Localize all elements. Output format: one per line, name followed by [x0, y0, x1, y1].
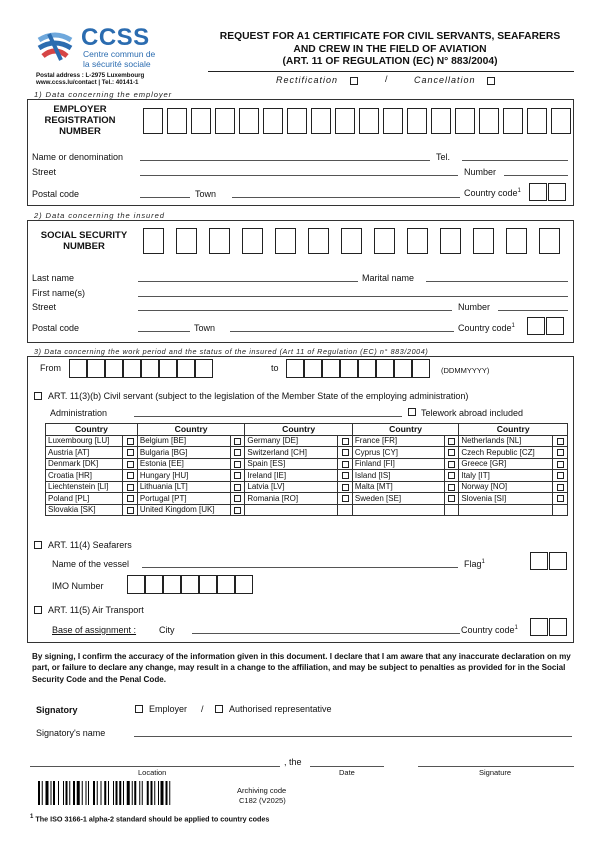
country-checkbox-cell[interactable] [553, 447, 568, 459]
signature-field[interactable] [418, 766, 574, 767]
archiving-code: C182 (V2025) [239, 796, 286, 805]
barcode-bar [123, 781, 124, 805]
country-checkbox-cell[interactable] [553, 435, 568, 447]
ssn-number-cells[interactable] [143, 228, 560, 254]
insured-number-field[interactable] [498, 310, 568, 311]
barcode-bar [151, 781, 153, 805]
country-row [46, 493, 568, 505]
footnote: $^1$ The ISO 3166-1 alpha-2 standard should be applied to country codes [30, 814, 270, 824]
country-checkbox[interactable] [127, 495, 134, 502]
art-11-4-checkbox[interactable] [34, 541, 42, 549]
country-row [46, 435, 568, 447]
country-name: United Kingdom [UK] [137, 504, 230, 516]
country-checkbox[interactable] [127, 461, 134, 468]
barcode-bar [53, 781, 55, 805]
country-checkbox-cell[interactable] [444, 493, 459, 505]
country-checkbox[interactable] [448, 472, 455, 479]
flag-label: Flag$^1$ [464, 559, 485, 569]
country-name: Malta [MT] [352, 481, 444, 493]
first-names-field[interactable] [138, 296, 568, 297]
country-checkbox-cell[interactable] [230, 504, 245, 516]
country-checkbox[interactable] [342, 461, 349, 468]
country-name: Norway [NO] [459, 481, 553, 493]
country-checkbox[interactable] [557, 461, 564, 468]
country-header: Country [46, 424, 138, 436]
representative-checkbox[interactable] [215, 705, 223, 713]
barcode-bar [66, 781, 68, 805]
country-checkbox-cell[interactable] [338, 493, 353, 505]
vessel-name-label: Name of the vessel [52, 559, 130, 569]
base-country-code-cells[interactable] [530, 618, 567, 636]
ccss-logo [35, 26, 155, 70]
country-name: Lithuania [LT] [137, 481, 230, 493]
art-11-3b-checkbox[interactable] [34, 392, 42, 400]
country-checkbox[interactable] [234, 484, 241, 491]
art-11-5-label: ART. 11(5) Air Transport [48, 605, 144, 615]
section-3-title: 3) Data concerning the work period and the status of the insured (Art 11 of Regulation (EC) n° 883/2004) [34, 347, 429, 356]
barcode-bar [147, 781, 149, 805]
country-checkbox[interactable] [448, 461, 455, 468]
signatory-name-field[interactable] [134, 736, 572, 737]
country-checkbox-cell [553, 504, 568, 516]
country-checkbox[interactable] [342, 449, 349, 456]
employer-name-field[interactable] [140, 160, 430, 161]
employer-street-label: Street [32, 167, 57, 177]
to-label: to [271, 363, 279, 373]
country-checkbox[interactable] [557, 484, 564, 491]
country-checkbox[interactable] [234, 495, 241, 502]
flag-code-cells[interactable] [530, 552, 567, 570]
country-checkbox-cell[interactable] [123, 447, 138, 459]
signatory-slash: / [201, 704, 204, 714]
art-11-5-checkbox[interactable] [34, 606, 42, 614]
signatory-name-label: Signatory's name [36, 728, 106, 738]
administration-label: Administration [50, 408, 108, 418]
country-checkbox-cell[interactable] [444, 458, 459, 470]
last-name-field[interactable] [138, 281, 358, 282]
employer-country-code-cells[interactable] [529, 183, 566, 201]
country-checkbox-cell[interactable] [123, 435, 138, 447]
country-checkbox[interactable] [127, 438, 134, 445]
declaration-text: By signing, I confirm the accuracy of the information given in this document. I declare that I am aware that any inaccurate declaration on my part, or failure to declare any change, may result in a change to the affiliation, and may be subject to penalties as provided for in the Social Security Code and the Penal Code. [32, 652, 571, 684]
country-name: Italy [IT] [459, 470, 553, 482]
title-line-1: REQUEST FOR A1 CERTIFICATE FOR CIVIL SERVANTS, SEAFARERS [219, 31, 561, 42]
insured-town-label: Town [194, 323, 216, 333]
country-name: Latvia [LV] [245, 481, 338, 493]
telework-checkbox[interactable] [408, 408, 416, 416]
form-title [205, 31, 575, 69]
country-name: Estonia [EE] [137, 458, 230, 470]
insured-street-field[interactable] [138, 310, 452, 311]
country-checkbox[interactable] [342, 472, 349, 479]
rectification-option[interactable] [276, 75, 358, 85]
cancellation-label: Cancellation [414, 75, 476, 85]
barcode-bar [139, 781, 140, 805]
country-header: Country [459, 424, 568, 436]
country-checkbox-cell[interactable] [230, 493, 245, 505]
imo-number-cells[interactable] [127, 575, 253, 594]
country-checkbox-cell[interactable] [230, 470, 245, 482]
barcode-bar [132, 781, 133, 805]
art-11-4-label: ART. 11(4) Seafarers [48, 540, 132, 550]
country-checkbox[interactable] [234, 449, 241, 456]
country-checkbox[interactable] [448, 495, 455, 502]
employer-reg-number-cells[interactable] [143, 108, 571, 134]
barcode-bar [119, 781, 121, 805]
country-checkbox[interactable] [448, 449, 455, 456]
signatory-label: Signatory [36, 705, 78, 715]
country-row [46, 470, 568, 482]
barcode-bar [101, 781, 102, 805]
country-checkbox-cell[interactable] [553, 458, 568, 470]
country-checkbox-cell[interactable] [230, 458, 245, 470]
country-table-header [46, 424, 568, 436]
country-name: Switzerland [CH] [245, 447, 338, 459]
country-row [46, 447, 568, 459]
barcode-bar [86, 781, 87, 805]
barcode-bar [38, 781, 40, 805]
barcode-bar [77, 781, 80, 805]
logo-sub-2: la sécurité sociale [83, 59, 151, 69]
cancellation-option[interactable] [414, 75, 495, 85]
country-checkbox-cell[interactable] [123, 481, 138, 493]
country-checkbox[interactable] [557, 472, 564, 479]
employer-postal-field[interactable] [140, 197, 190, 198]
section-2-title: 2) Data concerning the insured [34, 211, 165, 220]
country-name: Sweden [SE] [352, 493, 444, 505]
country-name: Romania [RO] [245, 493, 338, 505]
barcode-bar [169, 781, 170, 805]
country-name: Slovenia [SI] [459, 493, 553, 505]
country-name: Croatia [HR] [46, 470, 123, 482]
from-date-cells[interactable] [69, 359, 213, 378]
first-names-label: First name(s) [32, 288, 86, 298]
barcode-bar [51, 781, 52, 805]
barcode-bar [93, 781, 95, 805]
country-checkbox[interactable] [448, 438, 455, 445]
employer-option-label: Employer [149, 704, 188, 714]
country-checkbox-cell[interactable] [338, 458, 353, 470]
barcode-bar [142, 781, 143, 805]
cancellation-checkbox[interactable] [487, 77, 495, 85]
date-format-hint: (DDMMYYYY) [441, 366, 490, 375]
imo-number-label: IMO Number [52, 581, 104, 591]
section-1-title: 1) Data concerning the employer [34, 90, 173, 99]
barcode-bar [82, 781, 83, 805]
country-row [46, 481, 568, 493]
country-row [46, 504, 568, 516]
country-name: Greece [GR] [459, 458, 553, 470]
employer-country-code-label: Country code$^1$ [464, 188, 521, 198]
vessel-name-field[interactable] [142, 567, 458, 568]
employer-reg-label: EMPLOYER REGISTRATION NUMBER [44, 104, 116, 137]
country-header: Country [245, 424, 353, 436]
country-checkbox-cell[interactable] [123, 470, 138, 482]
insured-country-code-label: Country code$^1$ [458, 323, 515, 333]
country-checkbox-cell[interactable] [338, 435, 353, 447]
location-caption: Location [138, 768, 167, 777]
base-country-code-label: Country code$^1$ [461, 625, 518, 635]
date-caption: Date [339, 768, 355, 777]
employer-street-field[interactable] [140, 175, 458, 176]
art-11-3b-label: ART. 11(3)(b) Civil servant (subject to the legislation of the Member State of the employing administration) [48, 391, 469, 401]
country-checkbox-cell [338, 504, 353, 516]
logo-sub-1: Centre commun de [83, 49, 156, 59]
country-checkbox-cell[interactable] [230, 435, 245, 447]
country-checkbox[interactable] [342, 495, 349, 502]
country-checkbox-cell[interactable] [338, 470, 353, 482]
city-field[interactable] [192, 633, 460, 634]
barcode-bar [154, 781, 155, 805]
country-checkbox[interactable] [127, 449, 134, 456]
barcode-bar [46, 781, 49, 805]
country-checkbox-cell[interactable] [553, 470, 568, 482]
country-checkbox-cell[interactable] [444, 470, 459, 482]
country-name [245, 504, 338, 516]
country-checkbox-cell[interactable] [123, 493, 138, 505]
archiving-label: Archiving code [237, 786, 287, 795]
insured-street-label: Street [32, 302, 57, 312]
country-name: Austria [AT] [46, 447, 123, 459]
country-name: Island [IS] [352, 470, 444, 482]
administration-field[interactable] [134, 416, 402, 417]
country-checkbox[interactable] [557, 495, 564, 502]
country-checkbox[interactable] [127, 472, 134, 479]
location-field[interactable] [30, 766, 280, 767]
contact-info: www.ccss.lu/contact | Tel.: 40141-1 [36, 79, 139, 86]
the-label: , the [284, 757, 302, 767]
option-slash: / [385, 74, 388, 84]
country-name: Portugal [PT] [137, 493, 230, 505]
barcode-bar [161, 781, 164, 805]
employer-number-label: Number [464, 167, 497, 177]
country-checkbox-cell[interactable] [338, 447, 353, 459]
country-checkbox-cell[interactable] [553, 493, 568, 505]
city-label: City [159, 625, 175, 635]
barcode-bar [69, 781, 70, 805]
signature-caption: Signature [479, 768, 512, 777]
barcode-bar [158, 781, 159, 805]
to-date-cells[interactable] [286, 359, 430, 378]
country-checkbox-cell [444, 504, 459, 516]
last-name-label: Last name [32, 273, 75, 283]
postal-address: Postal address : L-2975 Luxembourg [36, 72, 145, 79]
barcode-bar [166, 781, 168, 805]
country-checkbox[interactable] [342, 484, 349, 491]
ssn-label: SOCIAL SECURITY NUMBER [40, 230, 128, 252]
employer-town-field[interactable] [232, 197, 460, 198]
barcode-bar [97, 781, 98, 805]
country-checkbox-cell[interactable] [123, 458, 138, 470]
country-checkbox[interactable] [234, 472, 241, 479]
country-name [459, 504, 553, 516]
country-name: Luxembourg [LU] [46, 435, 123, 447]
barcode-bar [58, 781, 59, 805]
country-name: Bulgaria [BG] [137, 447, 230, 459]
barcode-bar [108, 781, 109, 805]
barcode-bar [63, 781, 64, 805]
country-checkbox[interactable] [557, 438, 564, 445]
country-checkbox-cell[interactable] [123, 504, 138, 516]
country-name: Hungary [HU] [137, 470, 230, 482]
country-header: Country [352, 424, 458, 436]
employer-tel-label: Tel. [436, 152, 451, 162]
country-table [45, 423, 568, 516]
country-checkbox-cell[interactable] [230, 481, 245, 493]
country-checkbox-cell[interactable] [444, 481, 459, 493]
country-name: Netherlands [NL] [459, 435, 553, 447]
country-checkbox-cell[interactable] [338, 481, 353, 493]
barcode-bar [73, 781, 75, 805]
country-checkbox[interactable] [448, 484, 455, 491]
marital-name-field[interactable] [426, 281, 568, 282]
date-field[interactable] [310, 766, 384, 767]
country-checkbox-cell[interactable] [444, 435, 459, 447]
barcode-bar [104, 781, 106, 805]
logo-text: CCSS [81, 24, 150, 51]
insured-number-label: Number [458, 302, 491, 312]
from-label: From [40, 363, 61, 373]
country-checkbox[interactable] [234, 461, 241, 468]
representative-option-label: Authorised representative [229, 704, 332, 714]
employer-checkbox[interactable] [135, 705, 143, 713]
country-name: Belgium [BE] [137, 435, 230, 447]
country-name: France [FR] [352, 435, 444, 447]
barcode-bar [116, 781, 118, 805]
marital-name-label: Marital name [362, 273, 415, 283]
country-row [46, 458, 568, 470]
country-name: Denmark [DK] [46, 458, 123, 470]
country-checkbox[interactable] [234, 438, 241, 445]
country-checkbox[interactable] [127, 484, 134, 491]
logo-mark-icon [35, 26, 75, 66]
country-name: Spain [ES] [245, 458, 338, 470]
country-name: Slovakia [SK] [46, 504, 123, 516]
country-checkbox[interactable] [234, 507, 241, 514]
employer-name-label: Name or denomination [32, 152, 124, 162]
country-checkbox[interactable] [557, 449, 564, 456]
barcode-bar [88, 781, 89, 805]
employer-postal-label: Postal code [32, 189, 80, 199]
country-name: Germany [DE] [245, 435, 338, 447]
title-line-2: AND CREW IN THE FIELD OF AVIATION [293, 43, 487, 55]
telework-label: Telework abroad included [421, 408, 524, 418]
country-name [352, 504, 444, 516]
country-checkbox-cell[interactable] [230, 447, 245, 459]
insured-postal-field[interactable] [138, 331, 190, 332]
rectification-label: Rectification [276, 75, 339, 85]
barcode-icon [38, 781, 213, 805]
country-name: Cyprus [CY] [352, 447, 444, 459]
rectification-checkbox[interactable] [350, 77, 358, 85]
country-name: Liechtenstein [LI] [46, 481, 123, 493]
insured-postal-label: Postal code [32, 323, 80, 333]
barcode-bar [42, 781, 43, 805]
employer-tel-field[interactable] [462, 160, 568, 161]
country-name: Poland [PL] [46, 493, 123, 505]
barcode-bar [134, 781, 136, 805]
title-line-3: (ART. 11 OF REGULATION (EC) N° 883/2004) [282, 56, 498, 67]
country-name: Czech Republic [CZ] [459, 447, 553, 459]
country-checkbox[interactable] [342, 438, 349, 445]
country-header: Country [137, 424, 245, 436]
country-checkbox-cell[interactable] [444, 447, 459, 459]
employer-town-label: Town [195, 189, 217, 199]
insured-town-field[interactable] [230, 331, 454, 332]
employer-number-field[interactable] [504, 175, 568, 176]
insured-country-code-cells[interactable] [527, 317, 564, 335]
barcode-bar [127, 781, 130, 805]
country-checkbox[interactable] [127, 507, 134, 514]
base-of-assignment-label: Base of assignment : [52, 625, 137, 635]
country-name: Finland [FI] [352, 458, 444, 470]
barcode-bar [113, 781, 114, 805]
country-checkbox-cell[interactable] [553, 481, 568, 493]
country-name: Ireland [IE] [245, 470, 338, 482]
